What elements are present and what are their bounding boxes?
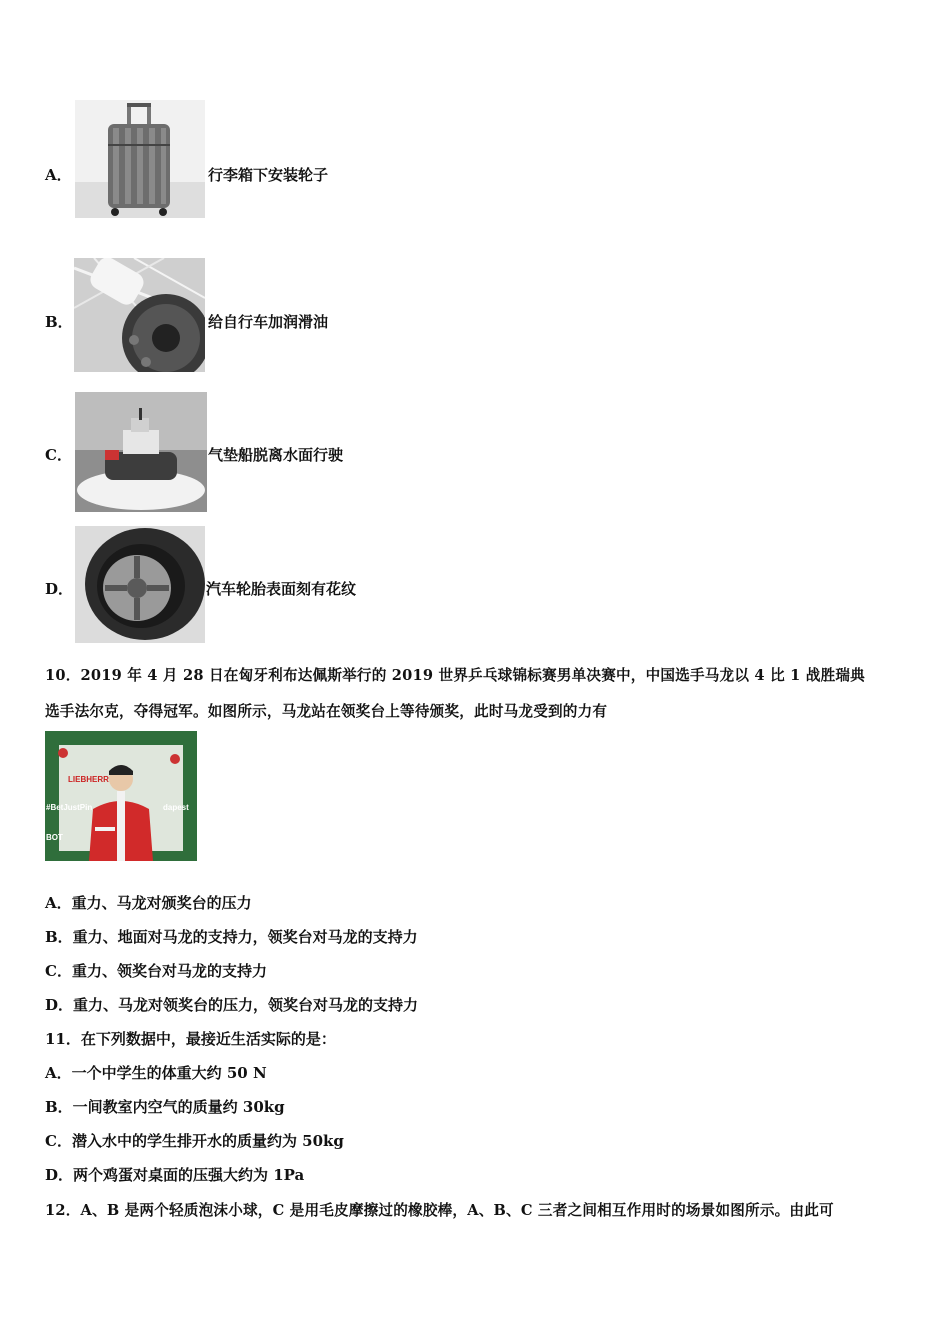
- question-stem: 11．在下列数据中，最接近生活实际的是：: [45, 1030, 336, 1048]
- option-caption: 行李箱下安装轮子: [208, 166, 329, 184]
- photo-sign: dapest: [163, 803, 189, 812]
- option-caption: 气垫船脱离水面行驶: [208, 446, 344, 464]
- option-letter: B．: [45, 313, 73, 331]
- answer-option: C．潜入水中的学生排开水的质量约为 50kg: [45, 1132, 344, 1150]
- option-letter: D．: [45, 580, 74, 598]
- answer-option: A．重力、马龙对颁奖台的压力: [45, 894, 252, 912]
- bicycle-chain-photo: [74, 258, 205, 372]
- question-stem-line: 10．2019 年 4 月 28 日在匈牙利布达佩斯举行的 2019 世界乒乓球锦标赛男单决赛中，中国选手马龙以 4 比 1 战胜瑞典: [45, 667, 865, 684]
- photo-sign: BOT: [46, 833, 63, 842]
- answer-option: A．一个中学生的体重大约 50 N: [45, 1064, 267, 1082]
- answer-option: B．一间教室内空气的质量约 30kg: [45, 1098, 285, 1116]
- option-caption: 汽车轮胎表面刻有花纹: [206, 580, 357, 598]
- answer-option: D．两个鸡蛋对桌面的压强大约为 1Pa: [45, 1166, 305, 1184]
- suitcase-photo: [75, 100, 205, 218]
- photo-sign: #BetJustPin: [46, 803, 93, 812]
- option-caption: 给自行车加润滑油: [208, 313, 329, 331]
- tire-photo: [75, 526, 205, 643]
- question-stem-line: 选手法尔克，夺得冠军。如图所示，马龙站在领奖台上等待颁奖，此时马龙受到的力有: [45, 703, 608, 720]
- answer-option: D．重力、马龙对领奖台的压力，领奖台对马龙的支持力: [45, 996, 419, 1014]
- answer-option: C．重力、领奖台对马龙的支持力: [45, 962, 267, 980]
- photo-sign: LIEBHERR: [68, 775, 109, 784]
- podium-photo: [45, 731, 197, 861]
- answer-option: B．重力、地面对马龙的支持力，领奖台对马龙的支持力: [45, 928, 418, 946]
- option-letter: A．: [45, 166, 72, 184]
- question-stem: 12．A、B 是两个轻质泡沫小球，C 是用毛皮摩擦过的橡胶棒，A、B、C 三者之间相互作用时的场景如图所示。由此可: [45, 1202, 834, 1219]
- hovercraft-photo: [75, 392, 207, 512]
- option-letter: C．: [45, 446, 72, 464]
